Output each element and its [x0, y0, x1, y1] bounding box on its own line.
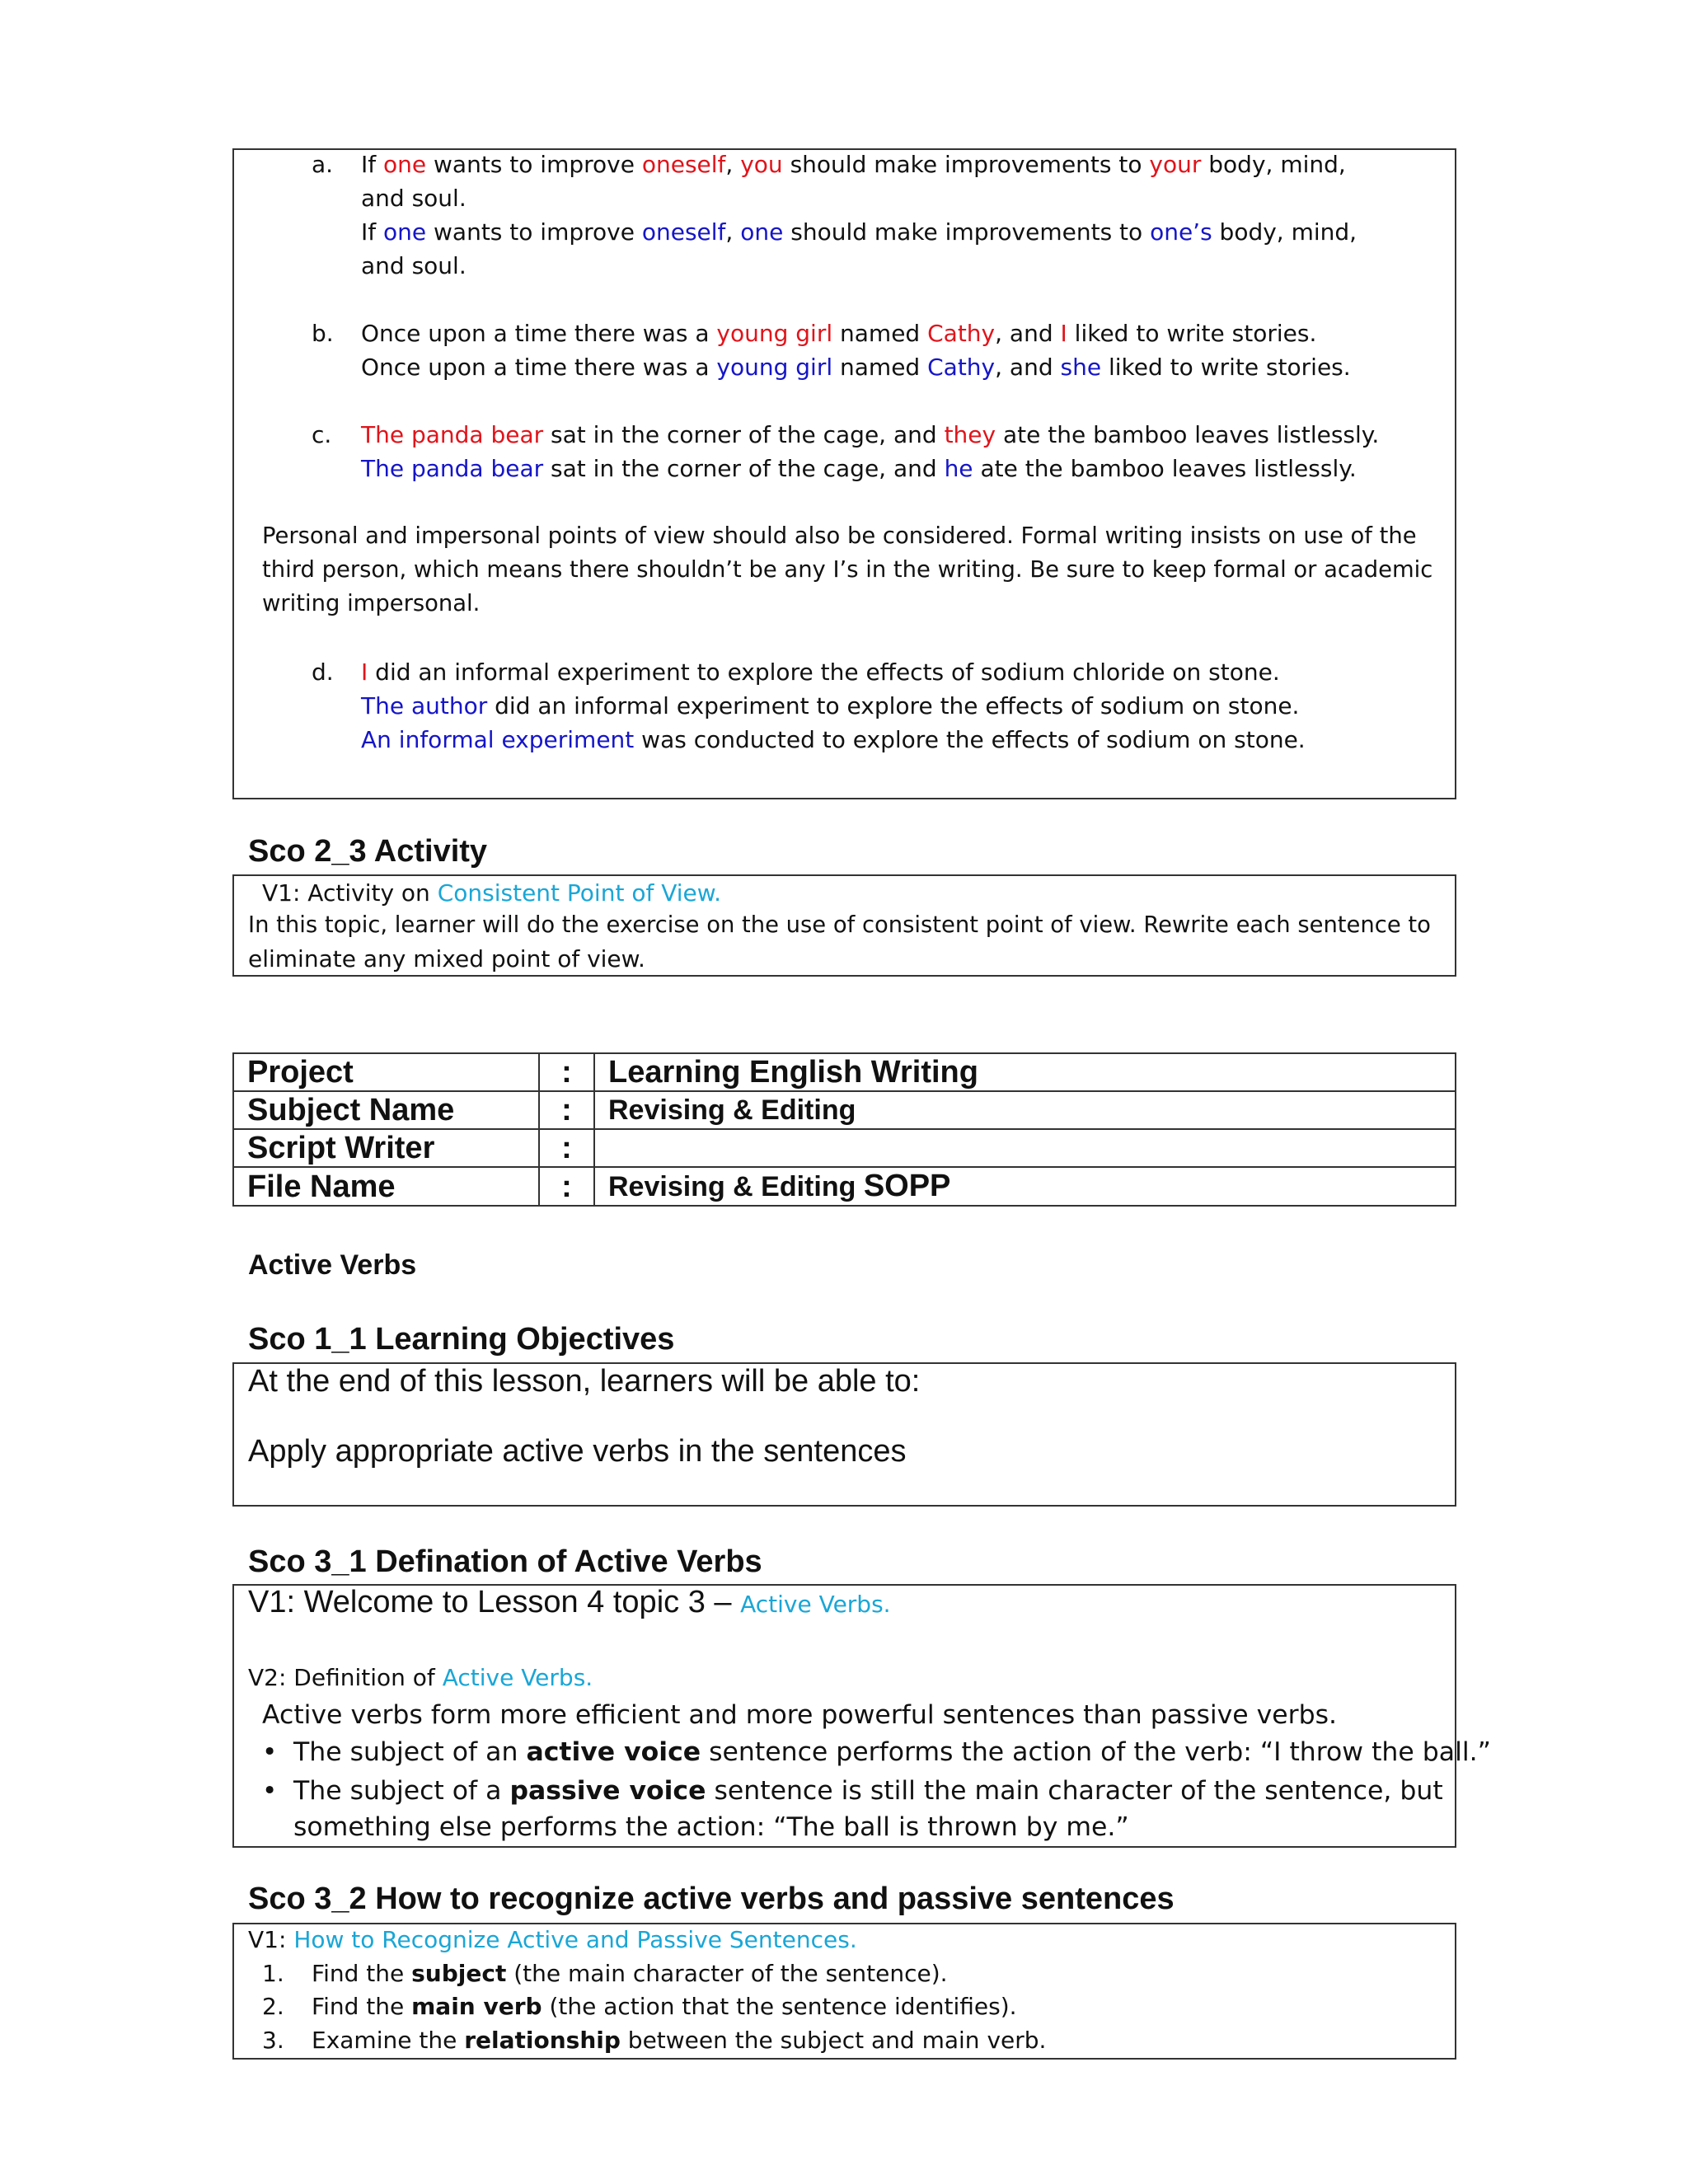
example-d-line3: An informal experiment was conducted to explore the effects of sodium on stone.: [361, 726, 1306, 753]
bullet-icon: •: [262, 1776, 278, 1806]
table-row: [233, 1053, 1456, 1091]
sco31-intro: Active verbs form more efficient and more powerful sentences than passive verbs.: [262, 1700, 1338, 1730]
sco11-line1: At the end of this lesson, learners will be able to:: [248, 1364, 921, 1399]
step-2-number: 2.: [262, 1993, 284, 2020]
example-d-line2: The author did an informal experiment to explore the effects of sodium on stone.: [361, 692, 1300, 719]
example-c-line1: The panda bear sat in the corner of the cage, and they ate the bamboo leaves listlessly.: [361, 421, 1380, 448]
example-c-line2: The panda bear sat in the corner of the cage, and he ate the bamboo leaves listlessly.: [361, 455, 1357, 482]
pov-paragraph-line3: writing impersonal.: [262, 591, 481, 616]
file-name-sep: :: [539, 1167, 594, 1206]
subject-name-sep: :: [539, 1091, 594, 1129]
pov-paragraph-line1: Personal and impersonal points of view should also be considered. Formal writing insists on use of the: [262, 523, 1417, 549]
example-a-line2: and soul.: [361, 185, 467, 212]
pov-paragraph-line2: third person, which means there shouldn’t be any I’s in the writing. Be sure to keep formal or academic: [262, 557, 1433, 583]
project-info-table: [232, 1052, 1456, 1207]
sco32-heading: Sco 3_2 How to recognize active verbs and passive sentences: [248, 1882, 1175, 1916]
example-d-label: d.: [312, 658, 334, 686]
example-a-line3: If one wants to improve oneself, one should make improvements to one’s body, mind,: [361, 218, 1357, 246]
sco23-heading: Sco 2_3 Activity: [248, 834, 488, 869]
sco23-line2: eliminate any mixed point of view.: [248, 945, 645, 972]
sco31-bullet2-line1: The subject of a passive voice sentence is still the main character of the sentence, but: [293, 1776, 1443, 1806]
example-b-label: b.: [312, 320, 334, 347]
file-name-label: File Name: [233, 1167, 539, 1206]
script-writer-sep: :: [539, 1129, 594, 1167]
script-writer-label: Script Writer: [233, 1129, 539, 1167]
sco31-bullet2-line2: something else performs the action: “The ball is thrown by me.”: [293, 1812, 1129, 1842]
table-row: [233, 1167, 1456, 1206]
project-sep: :: [539, 1053, 594, 1091]
step-3-text: Examine the relationship between the subject and main verb.: [312, 2027, 1047, 2054]
sco23-line1: In this topic, learner will do the exercise on the use of consistent point of view. Rewrite each sentence to: [248, 912, 1431, 938]
table-row: [233, 1091, 1456, 1129]
subject-name-value: Revising & Editing: [594, 1091, 1456, 1129]
file-name-value: Revising & Editing SOPP: [594, 1167, 1456, 1206]
step-2-text: Find the main verb (the action that the sentence identifies).: [312, 1993, 1017, 2020]
example-d-line1: I did an informal experiment to explore the effects of sodium chloride on stone.: [361, 658, 1280, 686]
table-row: [233, 1129, 1456, 1167]
example-a-line1: If one wants to improve oneself, you should make improvements to your body, mind,: [361, 151, 1346, 178]
step-3-number: 3.: [262, 2027, 284, 2054]
sco31-bullet1: The subject of an active voice sentence performs the action of the verb: “I throw the ball.”: [293, 1737, 1491, 1767]
project-value: Learning English Writing: [594, 1053, 1456, 1091]
active-verbs-title: Active Verbs: [248, 1249, 417, 1281]
step-1-text: Find the subject (the main character of the sentence).: [312, 1960, 948, 1987]
sco11-line2: Apply appropriate active verbs in the sentences: [248, 1434, 907, 1469]
step-1-number: 1.: [262, 1960, 284, 1987]
sco32-v1: V1: How to Recognize Active and Passive Sentences.: [248, 1926, 857, 1953]
project-label: Project: [233, 1053, 539, 1091]
sco11-heading: Sco 1_1 Learning Objectives: [248, 1322, 675, 1357]
sco31-v2: V2: Definition of Active Verbs.: [248, 1664, 593, 1691]
example-a-label: a.: [312, 151, 334, 178]
example-b-line2: Once upon a time there was a young girl named Cathy, and she liked to write stories.: [361, 354, 1351, 381]
example-b-line1: Once upon a time there was a young girl named Cathy, and I liked to write stories.: [361, 320, 1317, 347]
sco31-v1: V1: Welcome to Lesson 4 topic 3 – Active Verbs.: [248, 1585, 891, 1619]
subject-name-label: Subject Name: [233, 1091, 539, 1129]
sco23-v1: V1: Activity on Consistent Point of View.: [262, 879, 722, 907]
sco31-heading: Sco 3_1 Defination of Active Verbs: [248, 1544, 762, 1579]
bullet-icon: •: [262, 1737, 278, 1767]
example-a-line4: and soul.: [361, 252, 467, 279]
example-c-label: c.: [312, 421, 332, 448]
script-writer-value: [594, 1129, 1456, 1167]
